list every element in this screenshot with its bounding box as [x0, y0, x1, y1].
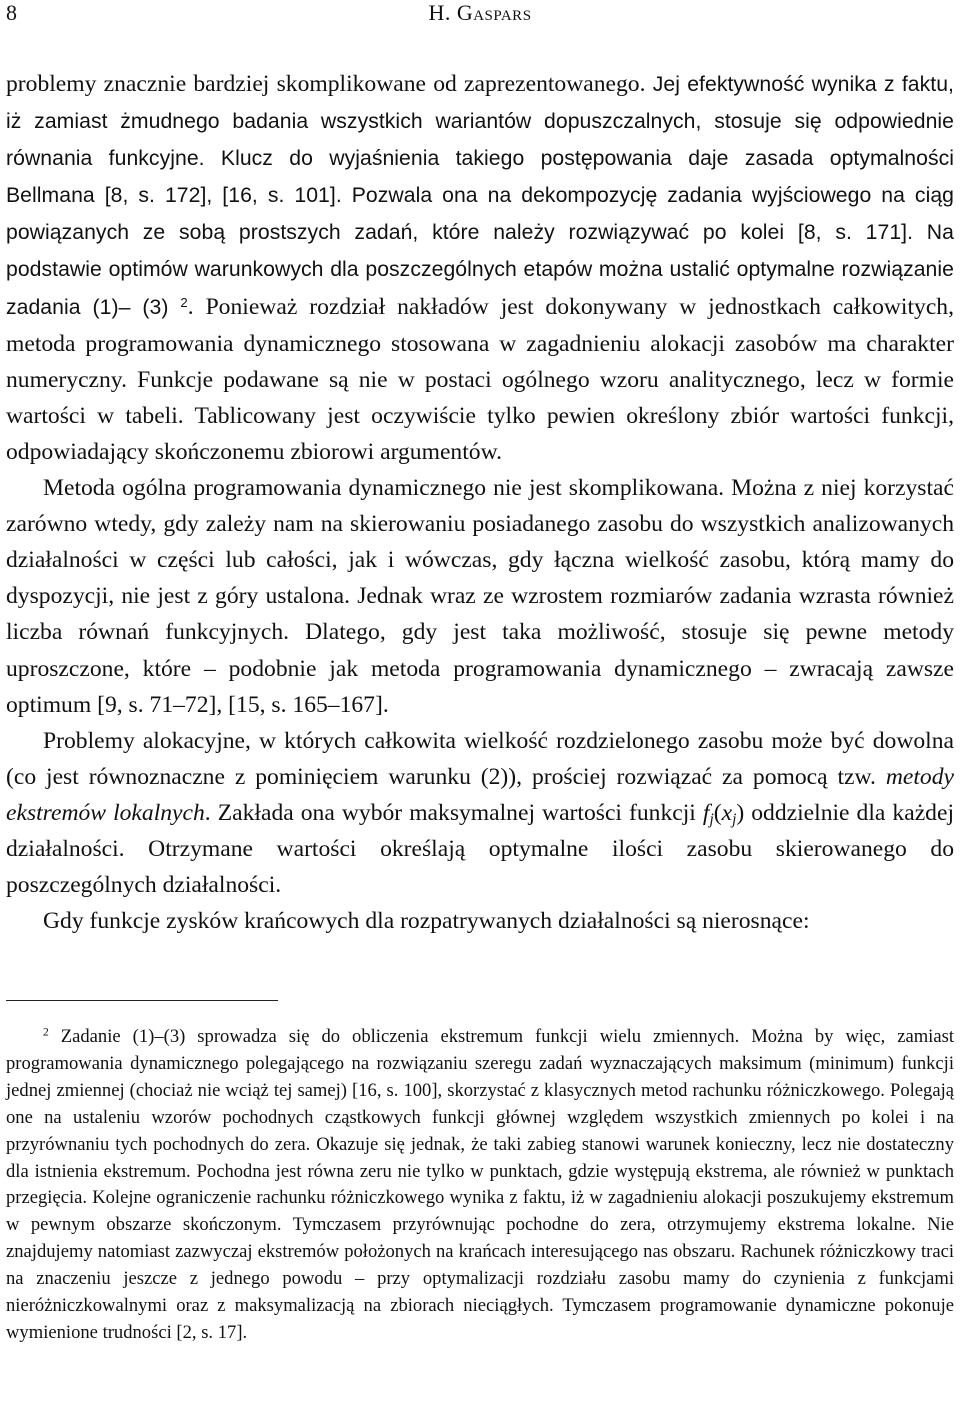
paragraph-1-sans	[6, 73, 954, 319]
paragraph-3	[6, 723, 954, 903]
paragraph-1	[6, 66, 954, 470]
paragraph-3-end: ) oddzielnie dla każdej działalności. Otrzymane wartości określają optymalne ilości zasobu skierowanego do poszczególnych działalności.	[6, 799, 954, 899]
paragraph-4: Gdy funkcje zysków krańcowych dla rozpatrywanych działalności są nierosnące:	[43, 908, 810, 935]
footnote-text: (3) sprowadza się do obliczenia ekstremum funkcji wielu zmiennych. Można by więc, zamiast programowania dynamicznego polegającego na rozwiązaniu szeregu zadań wyznaczających maksimum (minimum) funkcji jednej zmiennej (chociaż nie wciąż tej samej) [16, s. 100], skorzystać z klasycznych metod rachunku różniczkowego. Polegają one na ustaleniu wzorów pochodnych cząstkowych funkcji głównej względem wszystkich zmiennych po kolei i na przyrównaniu tych pochodnych do zera. Okazuje się jednak, że taki zabieg stanowi warunek konieczny, lecz nie dostateczny dla istnienia ekstremum. Pochodna jest równa zeru nie tylko w punktach, gdzie występują ekstrema, ale również w punktach przegięcia. Kolejne ograniczenie rachunku różniczkowego wynika z faktu, iż w zagadnieniu alokacji poszukujemy ekstremum w pewnym obszarze skończonym. Tymczasem przyrównując pochodne do zera, otrzymujemy ekstrema lokalne. Nie znajdujemy natomiast zazwyczaj ekstremów położonych na krańcach interesującego nas obszaru. Rachunek różniczkowy traci na znaczeniu jeszcze z jednego powodu – przy optymalizacji rozdziału zasobu mamy do czynienia z funkcjami nieróżniczkowalnymi oraz z maksymalizacją na zbiorach nieciągłych. Tymczasem programowanie dynamiczne pokonuje wymienione trudności [2, s. 17].	[6, 1026, 954, 1343]
method-name-italic: metody ekstremów lokalnych	[6, 763, 954, 826]
paragraph-3-start: Problemy alokacyjne, w których całkowita wielkość rozdzielonego zasobu może być dowolna (co jest równoznaczne z pominięciem warunku (2)), prościej rozwiązać za pomocą tzw.	[6, 727, 954, 790]
variable-symbol: x	[721, 799, 733, 826]
paragraph-2: Metoda ogólna programowania dynamicznego nie jest skomplikowana. Można z niej korzystać zarówno wtedy, gdy zależy nam na skierowaniu posiadanego zasobu do wszystkich analizowanych działalności w części lub całości, jak i wówczas, gdy łączna wielkość zasobu, którą mamy do dyspozycji, nie jest z góry ustalona. Jednak wraz ze wzrostem rozmiarów zadania wzrasta również liczba równań funkcyjnych. Dlatego, gdy jest taka możliwość, stosuje się pewne metody uproszczone, które – podobnie jak metoda programowania dynamicznego – zwracają zawsze optimum [9, s. 71–72], [15, s. 165–167].	[6, 475, 954, 718]
paragraph-1-end: . Ponieważ rozdział nakładów jest dokonywany w jednostkach całkowitych, metoda programowania dynamicznego stosowana w zagadnieniu alokacji zasobów ma charakter numeryczny. Funkcje podawane są nie w postaci ogólnego wzoru analitycznego, lecz w formie wartości w tabeli. Tablicowany jest oczywiście tylko pewien określony zbiór wartości funkcji, odpowiadający skończonemu zbiorowi argumentów.	[6, 293, 954, 465]
function-subscript-index: j	[709, 810, 714, 828]
paragraph-1-sans-text: Jej efektywność wynika z faktu, iż zamiast żmudnego badania wszystkich wariantów dopuszczalnych, stosuje się odpowiednie równania funkcyjne. Klucz do wyjaśnienia takiego postępowania daje zasada optymalności Bellmana [8, s. 172], [16, s. 101]. Pozwala ona na dekompozycję zadania wyjściowego na ciąg powiązanych ze sobą prostszych zadań, które należy rozwiązywać po kolei [8, s. 171]. Na podstawie optimów warunkowych dla poszczególnych etapów można ustalić optymalne rozwiązanie zadania (1)	[6, 73, 954, 319]
paragraph-3-mid: . Zakłada ona wybór maksymalnej wartości funkcji	[204, 799, 703, 826]
footnote-separator	[6, 1000, 278, 1001]
footnote-paragraph	[6, 1024, 954, 1347]
paragraph-1-start: problemy znacznie bardziej skomplikowane od zaprezentowanego.	[6, 71, 653, 97]
function-symbol: f	[702, 799, 710, 826]
footnote	[6, 1024, 954, 1347]
footnote-marker: 2	[43, 1026, 49, 1039]
page-number: 8	[6, 0, 17, 25]
footnote-en-dash: –	[154, 1026, 164, 1047]
paragraph-1-range-end: (3)	[130, 295, 169, 319]
running-head: H. Gaspars	[428, 0, 532, 25]
footnote-text-start: Zadanie (1)	[48, 1026, 155, 1047]
argument-open-paren: (	[713, 799, 722, 826]
page-header	[0, 0, 960, 30]
main-text	[6, 66, 954, 939]
variable-subscript-index: j	[732, 810, 737, 828]
footnote-reference: 2	[180, 294, 188, 310]
en-dash: –	[118, 295, 131, 319]
